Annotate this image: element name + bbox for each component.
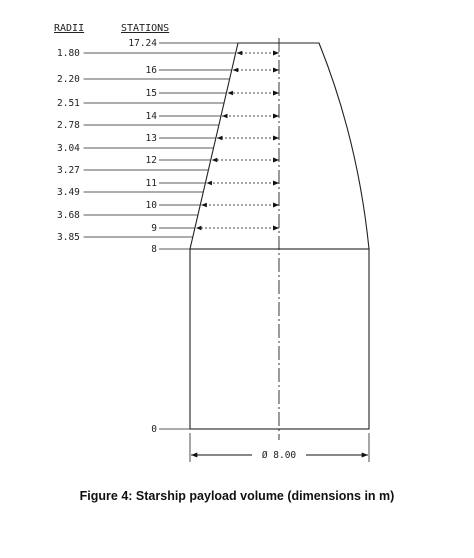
radius-arrow-tail <box>273 51 279 56</box>
radius-label: 2.78 <box>57 120 80 131</box>
station-label: 13 <box>145 133 157 144</box>
station-label: 0 <box>151 424 157 435</box>
station-label: 16 <box>145 65 157 76</box>
nose-cone-outline <box>190 43 369 249</box>
radius-arrow-tail <box>273 203 279 208</box>
radius-label: 3.68 <box>57 210 80 221</box>
radii-header: RADII <box>54 23 85 34</box>
radius-label: 3.49 <box>57 187 80 198</box>
stations-header: STATIONS <box>121 23 170 34</box>
radius-arrow-tail <box>273 136 279 141</box>
station-label: 17.24 <box>128 38 157 49</box>
radius-label: 3.85 <box>57 232 80 243</box>
radius-arrow-tail <box>273 181 279 186</box>
radius-arrow-tail <box>273 91 279 96</box>
station-label: 15 <box>145 88 157 99</box>
radius-label: 2.20 <box>57 74 80 85</box>
station-label: 10 <box>145 200 157 211</box>
stations-column <box>128 38 238 435</box>
station-label: 14 <box>145 111 157 122</box>
radius-label: 3.04 <box>57 143 80 154</box>
station-label: 9 <box>151 223 157 234</box>
station-label: 12 <box>145 155 157 166</box>
radius-arrow-tail <box>273 68 279 73</box>
station-label: 11 <box>145 178 157 189</box>
figure-caption: Figure 4: Starship payload volume (dimensions in m) <box>79 489 395 503</box>
radius-arrows <box>196 51 279 231</box>
radius-label: 2.51 <box>57 98 80 109</box>
radius-label: 3.27 <box>57 165 80 176</box>
radius-arrow-tail <box>273 226 279 231</box>
station-label: 8 <box>151 244 157 255</box>
radius-arrow-tail <box>273 158 279 163</box>
diameter-label: Ø 8.00 <box>261 450 297 461</box>
radius-arrow-tail <box>273 114 279 119</box>
cylinder-section-outline <box>190 249 369 429</box>
radius-label: 1.80 <box>57 48 80 59</box>
radii-column <box>57 48 236 243</box>
